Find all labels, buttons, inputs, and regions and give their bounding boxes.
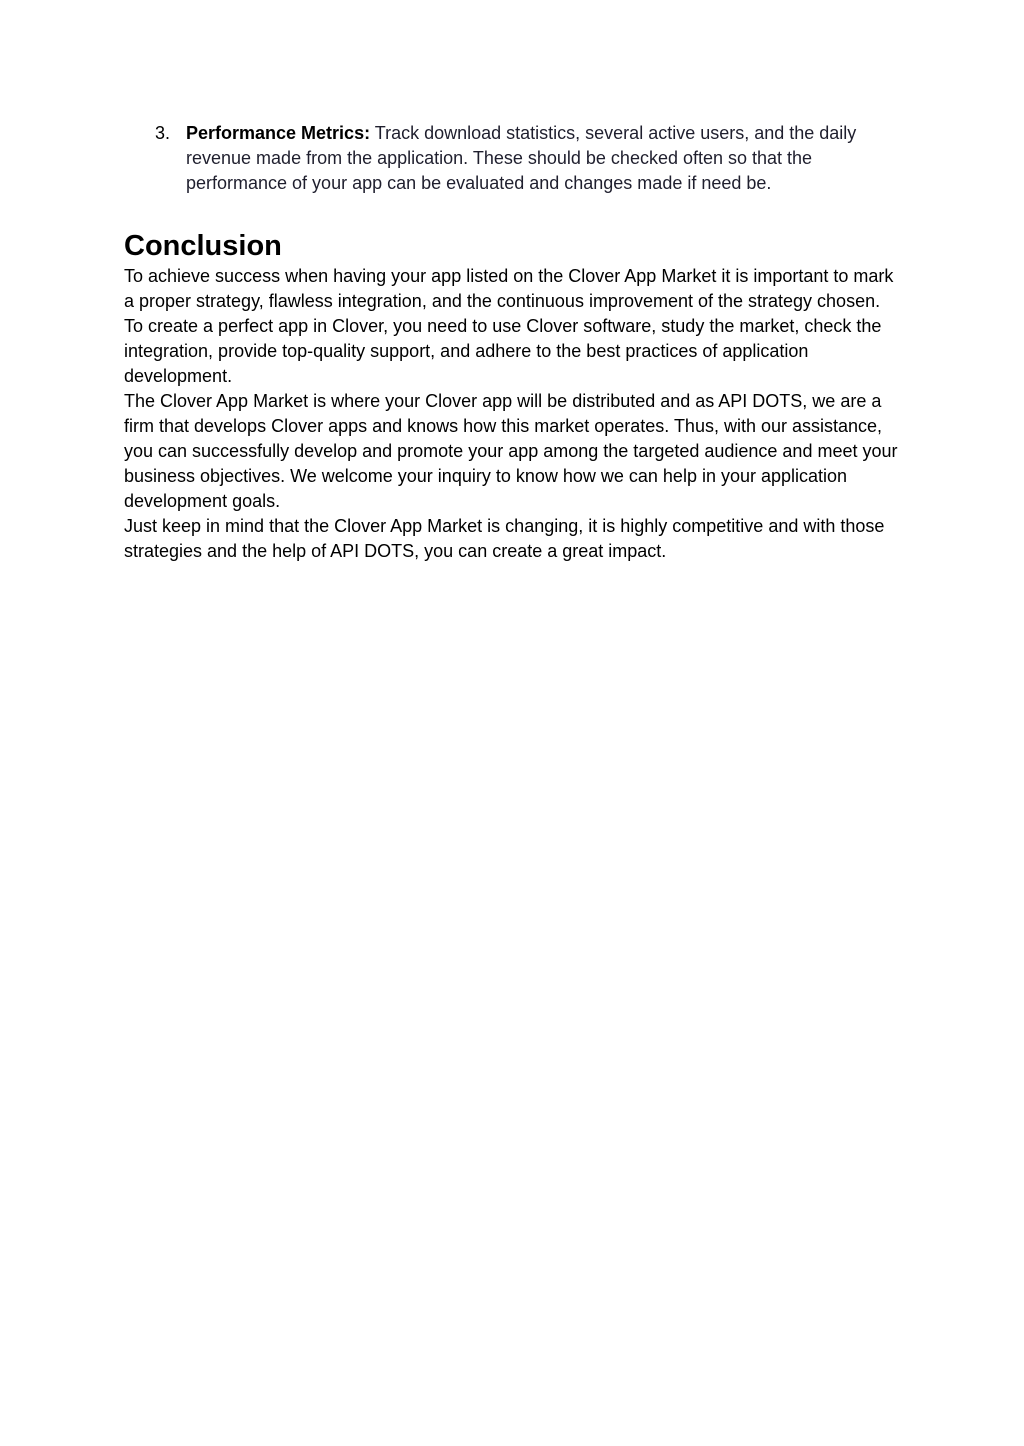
- conclusion-paragraph-2: The Clover App Market is where your Clover app will be distributed and as API DOTS, we are a firm that develops Clover apps and knows how this market operates. Thus, with our assistance, you can successfully develop and promote your app among the targeted audience and meet your business objectives. We welcome your inquiry to know how we can help in your application development goals.: [124, 391, 898, 511]
- list-item-number: 3.: [155, 123, 171, 143]
- list-item-performance-metrics: [155, 121, 900, 196]
- conclusion-paragraph-3: Just keep in mind that the Clover App Market is changing, it is highly competitive and with those strategies and the help of API DOTS, you can create a great impact.: [124, 516, 885, 561]
- section-heading-conclusion: Conclusion: [124, 230, 282, 262]
- document-page: [124, 121, 900, 564]
- list-item-text: Track download statistics, several active users, and the daily revenue made from the application. These should be checked often so that the performance of your app can be evaluated and changes made if need be.: [186, 123, 857, 193]
- conclusion-paragraph-1: To achieve success when having your app listed on the Clover App Market it is important to mark a proper strategy, flawless integration, and the continuous improvement of the strategy chosen. To create a perfect app in Clover, you need to use Clover software, study the market, check the integration, provide top-quality support, and adhere to the best practices of application development.: [124, 266, 894, 386]
- list-item-term: Performance Metrics:: [186, 123, 371, 143]
